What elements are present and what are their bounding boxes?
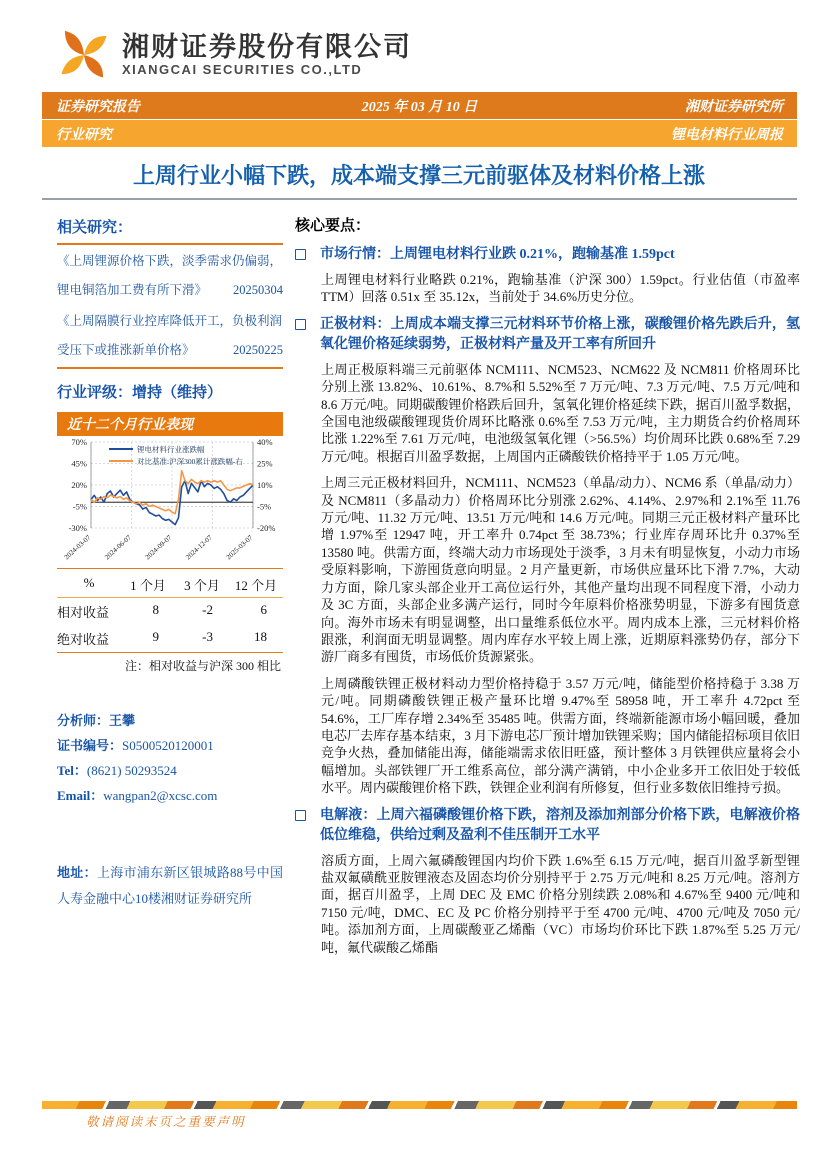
cert-number: S0500520120001: [122, 738, 214, 753]
svg-text:10%: 10%: [257, 480, 273, 490]
report-title: 上周行业小幅下跌，成本端支撑三元前驱体及材料价格上涨: [132, 163, 705, 188]
section-paragraph: 上周正极原料端三元前驱体 NCM111、NCM523、NCM622 及 NCM811 价格周环比分别上涨 13.82%、10.61%、8.7%和 5.52%至 7 万元/吨、7.3 万元/吨、7.5 万元/吨和 8.6 万元/吨。同期碳酸锂价格跌后回升，氢氧化锂价格延续下跌，据百川盈孚数据，全国电池级碳酸锂现货价周环比略涨 0.6%至 7.53 万元/吨，主力期货合约价格周环比涨 1.22%至 7.61 万元/吨，电池级氢氧化锂（>56.5%）均价周环比跌 0.68%至 7.29 万元/吨。根据百川盈孚数据，上周国内正磷酸铁价格持平于 1.05 万元/吨。: [321, 361, 800, 464]
email-address[interactable]: wangpan2@xcsc.com: [103, 788, 218, 803]
related-research-item: [57, 307, 283, 365]
industry-research-label: 行业研究: [56, 127, 112, 143]
perf-col-header: %: [57, 571, 121, 598]
checkbox-bullet-icon: [295, 249, 306, 260]
email-label: Email：: [57, 788, 104, 803]
brand-header: [0, 0, 826, 92]
divider: [57, 568, 283, 569]
perf-row-label: 绝对收益: [57, 632, 110, 647]
tel-number: (8621) 50293524: [86, 763, 177, 778]
related-research-date: 20250304: [233, 283, 283, 297]
svg-text:2025-03-07: 2025-03-07: [224, 533, 255, 562]
perf-col-header: 3 个月: [175, 571, 229, 598]
svg-text:-30%: -30%: [68, 523, 87, 533]
industry-chart-svg: [57, 436, 283, 568]
svg-text:2024-12-07: 2024-12-07: [184, 533, 214, 562]
company-name-en: XIANGCAI SECURITIES CO.,LTD: [122, 62, 363, 78]
svg-text:-5%: -5%: [257, 501, 272, 512]
svg-text:锂电材料行业涨跌幅: 锂电材料行业涨跌幅: [137, 445, 205, 454]
chart-title: 近十二个月行业表现: [57, 412, 283, 436]
sidebar: [57, 214, 283, 965]
perf-col-header: 12 个月: [229, 571, 283, 598]
analyst-label: 分析师：: [57, 713, 110, 728]
performance-table: [57, 571, 283, 674]
checkbox-bullet-icon: [295, 319, 306, 330]
svg-text:25%: 25%: [257, 458, 273, 469]
report-date: 2025 年 03 月 10 日: [361, 99, 478, 115]
main-content: [295, 214, 800, 965]
perf-row-label: 相对收益: [57, 605, 110, 620]
address-text: 上海市浦东新区银城路88号中国人寿金融中心10楼湘财证券研究所: [57, 865, 283, 906]
svg-text:-5%: -5%: [72, 501, 87, 512]
perf-col-header: 1 个月: [121, 571, 175, 598]
weekly-report-label: 锂电材料行业周报: [671, 127, 783, 143]
section-market: [295, 245, 800, 306]
section-paragraph: 上周锂电材料行业略跌 0.21%，跑输基准（沪深 300）1.59pct。行业估值（市盈率 TTM）回落 0.51x 至 35.12x，当前处于 34.6%历史分位。: [321, 272, 800, 305]
divider: [57, 367, 283, 369]
perf-cell: 6: [260, 602, 267, 617]
company-name-cn: 湘财证券股份有限公司: [122, 31, 412, 62]
analyst-info: [57, 708, 283, 808]
core-points-heading: 核心要点：: [295, 218, 371, 234]
address-label: 地址：: [57, 865, 97, 880]
svg-text:70%: 70%: [71, 437, 87, 447]
perf-table-note: 注：相对收益与沪深 300 相比: [124, 659, 281, 673]
industry-rating-heading: 行业评级：增持（维持）: [57, 385, 223, 401]
perf-cell: -3: [202, 629, 213, 644]
research-institute-label: 湘财证券研究所: [685, 99, 783, 115]
checkbox-bullet-icon: [295, 810, 306, 821]
section-cathode: [295, 315, 800, 797]
report-type-bar: [42, 92, 797, 119]
related-research-heading: 相关研究：: [57, 220, 133, 236]
perf-cell: 18: [254, 629, 267, 644]
svg-text:45%: 45%: [71, 458, 87, 469]
svg-text:2024-09-07: 2024-09-07: [143, 533, 174, 562]
industry-performance-chart: [57, 412, 283, 568]
related-research-title: 《上周锂源价格下跌，淡季需求仍偏弱，锂电铜箔加工费有所下滑》: [57, 254, 283, 297]
section-title: 市场行情：上周锂电材料行业跌 0.21%，跑输基准 1.59pct: [320, 247, 675, 262]
analyst-name: 王攀: [109, 713, 136, 728]
svg-text:2024-03-07: 2024-03-07: [62, 533, 93, 562]
section-paragraph: 上周三元正极材料回升，NCM111、NCM523（单晶/动力）、NCM6 系（单晶/动力）及 NCM811（多晶动力）价格周环比分别涨 2.62%、4.14%、2.97%和 2.1%至 11.76 万元/吨、11.32 万元/吨、13.51 万元/吨和 14.6 万元/吨。同期三元正极材料产量环比增 1.97%至 12947 吨，开工率升 0.74pct 至 38.73%；行业库存周环比升 0.37%至 13580 吨。供需方面，终端大动力市场现处于淡季，3 月未有明显恢复，小动力市场受原料影响，下游囤货意向明显。2 月产量更新，市场供应量环比下滑 7.7%，大动力方面，除几家头部企业开工高位运行外，其他产量均出现不同程度下滑，小动力及 3C 方面，头部企业多满产运行，同时今年原料价格涨势明显，下游多有囤货意向。海外市场未有明显调整，出口量维系低位水平。周内成本上涨，三元材料价格跟涨，利润面无明显调整。周内库存水平较上周上涨，近期原料涨势仍存，部分下游厂商多有囤货，市场低价货源紧张。: [321, 475, 800, 665]
divider: [57, 243, 283, 245]
xiangcai-logo-icon: [58, 26, 110, 84]
svg-text:40%: 40%: [257, 437, 273, 447]
svg-text:对比基准:沪深300累计涨跌幅-右: 对比基准:沪深300累计涨跌幅-右: [137, 457, 243, 466]
section-paragraph: 溶质方面，上周六氟磷酸锂国内均价下跌 1.6%至 6.15 万元/吨，据百川盈孚新型锂盐双氟磺酰亚胺锂液态及固态均价分别持平于 2.75 万元/吨和 8.25 万元/吨。溶剂方面，据百川盈孚，上周 DEC 及 EMC 价格分别续跌 2.08%和 4.67%至 9400 元/吨和 7150 元/吨，DMC、EC 及 PC 价格分别持平于至 4700 元/吨、4700 元/吨及 7050 元/吨。添加剂方面，上周碳酸亚乙烯酯（VC）市场均价环比下跌 1.87%至 5.25 万元/吨，氟代碳酸乙烯酯: [321, 852, 800, 955]
related-research-title: 《上周隔膜行业控库降低开工，负极利润受压下或推涨新单价格》: [57, 314, 283, 357]
cert-label: 证书编号：: [57, 738, 123, 753]
footer-disclaimer: 敬请阅读末页之重要声明: [86, 1115, 246, 1129]
section-title: 正极材料：上周成本端支撑三元材料环节价格上涨，碳酸锂价格先跌后升，氢氧化锂价格延续弱势，正极材料产量及开工率有所回升: [320, 316, 800, 352]
tel-label: Tel：: [57, 763, 87, 778]
report-type-label: 证券研究报告: [56, 99, 140, 115]
svg-text:2024-06-07: 2024-06-07: [103, 533, 133, 562]
svg-text:20%: 20%: [71, 480, 87, 490]
section-electrolyte: [295, 806, 800, 956]
svg-text:-20%: -20%: [257, 523, 276, 533]
section-title: 电解液：上周六福磷酸锂价格下跌，溶剂及添加剂部分价格下跌，电解液价格低位维稳，供给过剩及盈利不佳压制开工水平: [320, 807, 800, 843]
perf-cell: 8: [152, 602, 159, 617]
perf-cell: -2: [202, 602, 213, 617]
footer-stripe: [42, 1101, 797, 1109]
industry-bar: [42, 120, 797, 147]
address-block: [57, 860, 283, 912]
related-research-date: 20250225: [233, 343, 283, 357]
section-paragraph: 上周磷酸铁锂正极材料动力型价格持稳于 3.57 万元/吨，储能型价格持稳于 3.38 万元/吨。同期磷酸铁锂正极产量环比增 9.47%至 58958 吨，开工率升 4.72pct 至 54.6%，工厂库存增 2.34%至 35485 吨。供需方面，终端新能源市场小幅回暖，叠加电芯厂去库存基本结束，3 月下游电芯厂预计增加铁锂采购；国内储能招标项目依旧竞争火热，叠加储能出海，储能端需求依旧旺盛，预计整体 3 月铁锂供应量将会小幅增加。头部铁锂厂开工维系高位，部分满产满销，中小企业多开工依旧处于较低水平。周内碳酸锂价格下跌，铁锂企业利润有所修复，但行业多数依旧维持亏损。: [321, 675, 800, 796]
perf-cell: 9: [152, 629, 159, 644]
related-research-item: [57, 247, 283, 305]
